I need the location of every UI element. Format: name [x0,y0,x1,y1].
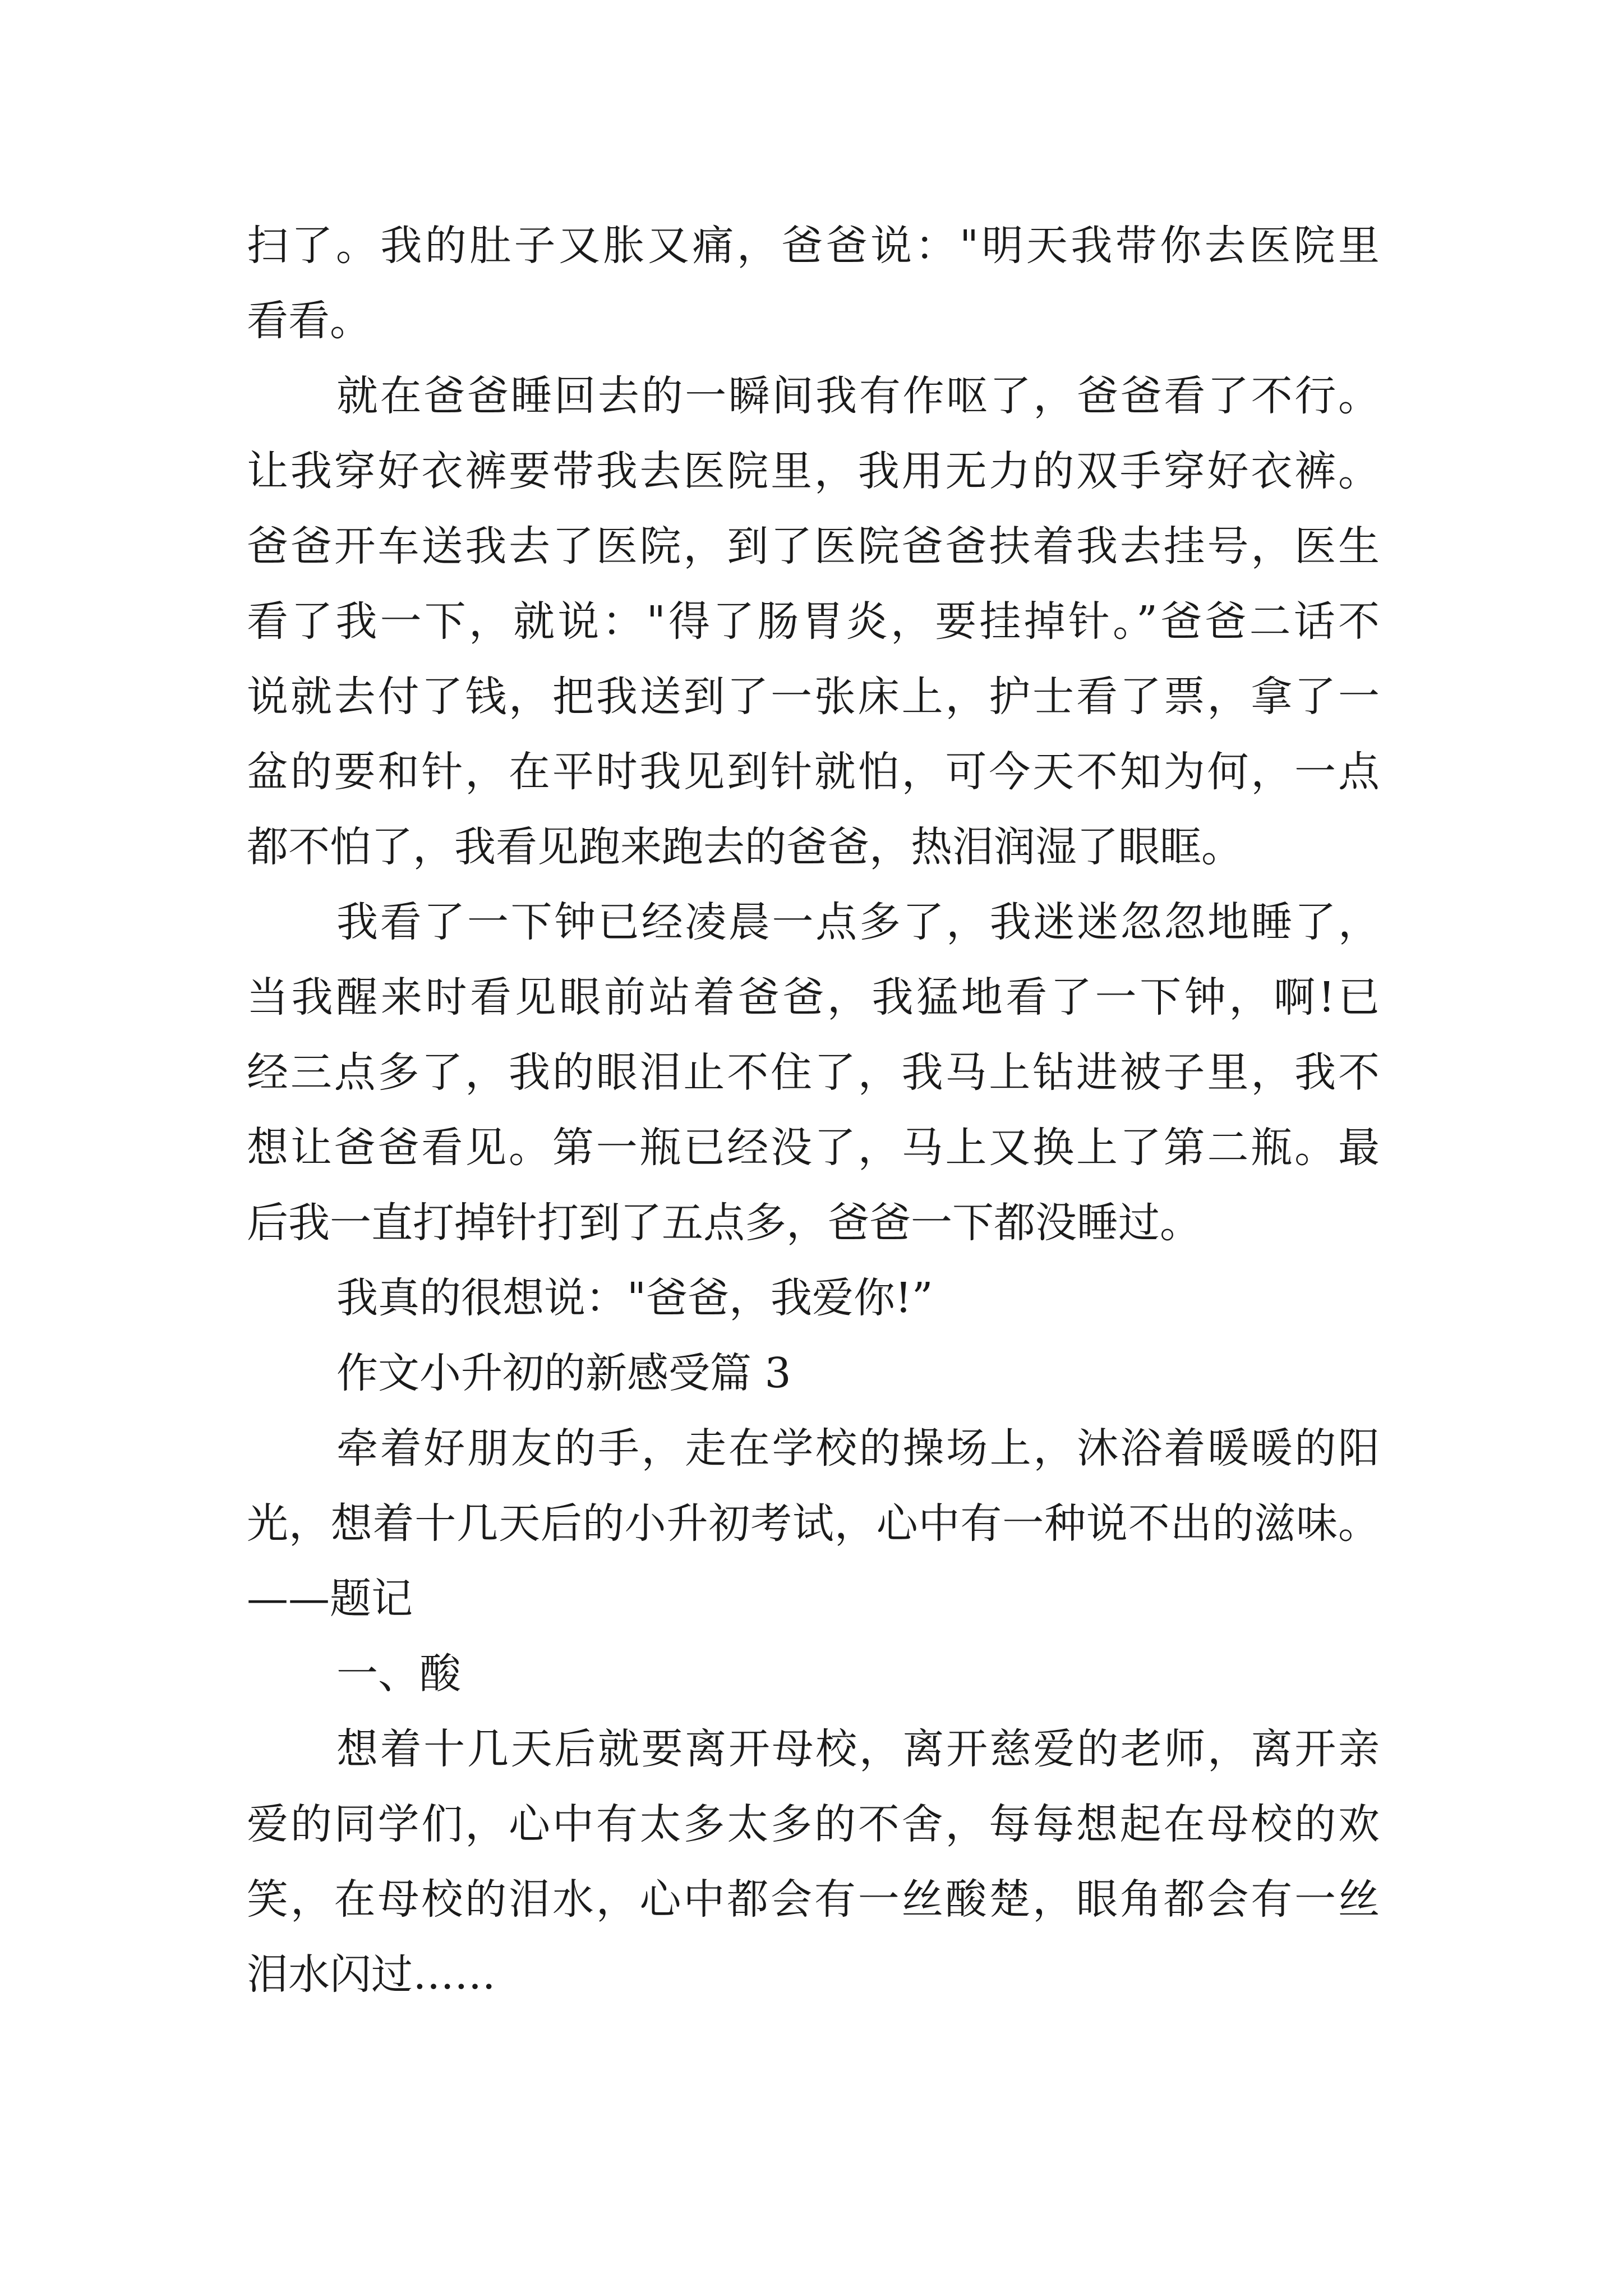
text-line: 盆的要和针，在平时我见到针就怕，可今天不知为何，一点 [247,748,1380,796]
subheading: 一、酸 [336,1650,461,1698]
text-line: 扫了。我的肚子又胀又痛，爸爸说："明天我带你去医院里 [247,222,1380,270]
text-line: 后我一直打掉针打到了五点多，爸爸一下都没睡过。 [247,1199,1201,1247]
text-line: 牵着好朋友的手，走在学校的操场上，沐浴着暖暖的阳 [336,1424,1380,1473]
text-line: 让我穿好衣裤要带我去医院里，我用无力的双手穿好衣裤。 [247,447,1380,495]
text-line: 经三点多了，我的眼泪止不住了，我马上钻进被子里，我不 [247,1048,1380,1097]
text-line: 当我醒来时看见眼前站着爸爸，我猛地看了一下钟，啊!已 [247,973,1380,1022]
text-line: 都不怕了，我看见跑来跑去的爸爸，热泪润湿了眼眶。 [247,823,1243,871]
text-line: 我真的很想说："爸爸，我爱你!” [336,1274,933,1322]
text-line: 爱的同学们，心中有太多太多的不舍，每每想起在母校的欢 [247,1800,1380,1848]
text-line: 泪水闪过…… [247,1950,496,1999]
text-line: 看看。 [247,297,371,345]
text-line: 想着十几天后就要离开母校，离开慈爱的老师，离开亲 [336,1725,1380,1773]
text-line: 看了我一下，就说："得了肠胃炎，要挂掉针。”爸爸二话不 [247,597,1380,646]
text-line: 笑，在母校的泪水，心中都会有一丝酸楚，眼角都会有一丝 [247,1875,1380,1924]
text-line: 说就去付了钱，把我送到了一张床上，护士看了票，拿了一 [247,673,1380,721]
text-line: 就在爸爸睡回去的一瞬间我有作呕了，爸爸看了不行。 [336,372,1380,420]
text-line: 想让爸爸看见。第一瓶已经没了，马上又换上了第二瓶。最 [247,1124,1380,1172]
text-line: ——题记 [247,1575,413,1623]
text-line: 爸爸开车送我去了医院，到了医院爸爸扶着我去挂号，医生 [247,522,1380,570]
text-line: 我看了一下钟已经凌晨一点多了，我迷迷忽忽地睡了， [336,898,1380,946]
text-line: 光，想着十几天后的小升初考试，心中有一种说不出的滋味。 [247,1499,1380,1548]
section-heading: 作文小升初的新感受篇 3 [336,1349,791,1397]
